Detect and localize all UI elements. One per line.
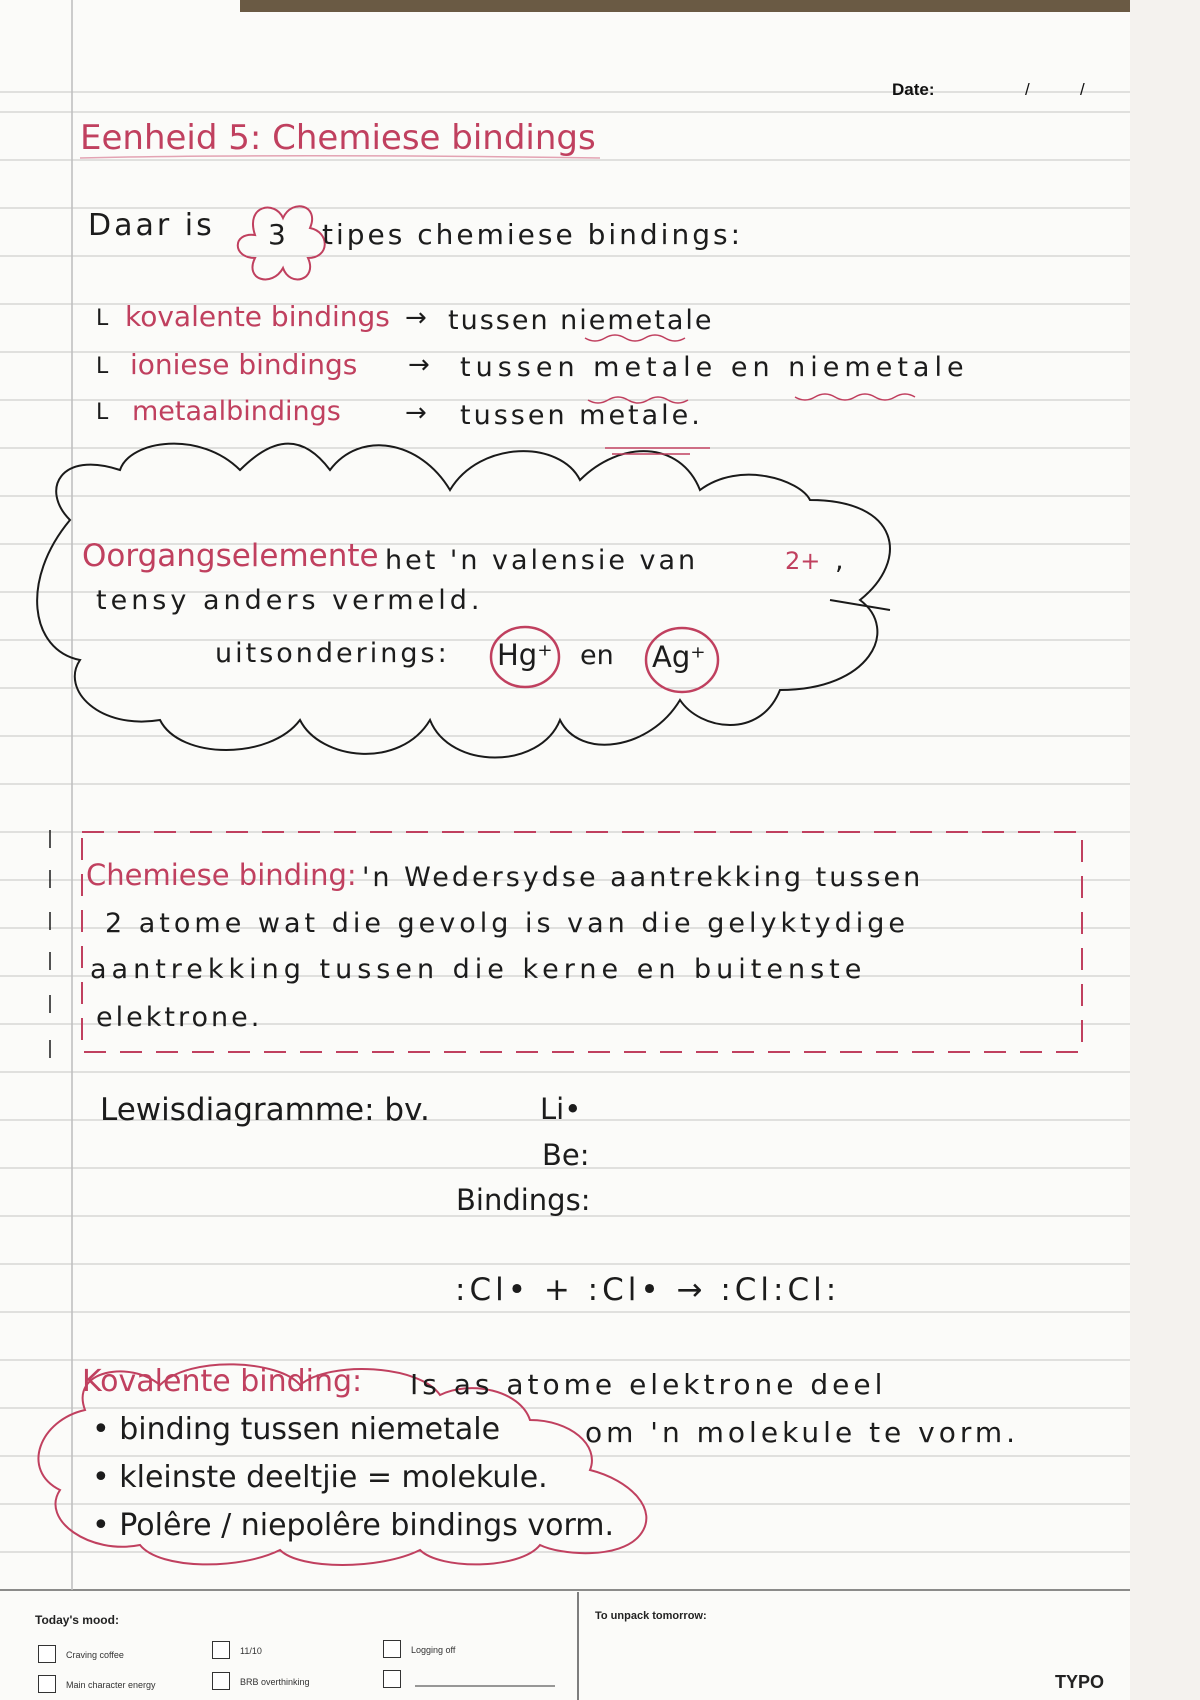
bond-name-ionic: ioniese bindings <box>130 348 358 381</box>
bond-desc: tussen metale en niemetale <box>460 352 969 383</box>
date-separator: / <box>1025 80 1030 99</box>
mood-checkbox-brb-overthinking[interactable] <box>212 1672 230 1690</box>
mood-custom-blank: __________ <box>413 1675 464 1685</box>
definition-line1: 'n Wedersydse aantrekking tussen <box>362 862 924 893</box>
unpack-label: To unpack tomorrow: <box>595 1610 707 1622</box>
bond-desc: tussen metale. <box>460 400 703 431</box>
covalent-bullet-text: binding tussen niemetale <box>119 1412 501 1447</box>
definition-term: Chemiese binding: <box>86 858 357 892</box>
lewis-example-be: Be: <box>542 1138 590 1172</box>
definition-line4: elektrone. <box>96 1002 263 1033</box>
definition-line3: aantrekking tussen die kerne en buitenste <box>90 954 867 985</box>
note-ion-ag: Ag⁺ <box>652 640 706 674</box>
covalent-bullet: • binding tussen niemetale <box>92 1412 501 1447</box>
mood-option-label: Main character energy <box>66 1680 156 1690</box>
note-comma: , <box>835 545 844 576</box>
covalent-bullet: • kleinste deeltjie = molekule. <box>92 1460 548 1495</box>
lewis-bindings-label: Bindings: <box>456 1183 591 1217</box>
bond-arrow: → <box>405 398 427 428</box>
covalent-bullet-text: kleinste deeltjie = molekule. <box>119 1460 548 1495</box>
mood-checkbox-main-character[interactable] <box>38 1675 56 1693</box>
bond-prefix: L <box>96 400 109 425</box>
date-label: Date: <box>892 80 935 99</box>
intro-before: Daar is <box>88 208 215 243</box>
note-and: en <box>580 640 614 671</box>
covalent-term: Kovalente binding: <box>82 1364 363 1399</box>
page-title: Eenheid 5: Chemiese bindings <box>80 118 596 158</box>
mood-checkbox-11-10[interactable] <box>212 1641 230 1659</box>
covalent-text: Is as atome elektrone deel <box>410 1368 887 1401</box>
bond-name-covalent: kovalente bindings <box>125 300 390 333</box>
note-ion-hg: Hg⁺ <box>497 638 553 672</box>
intro-after: tipes chemiese bindings: <box>322 218 744 251</box>
note-line1: het 'n valensie van <box>385 545 699 576</box>
definition-line2: 2 atome wat die gevolg is van die gelyktydige <box>105 908 910 939</box>
mood-label: Today's mood: <box>35 1613 119 1627</box>
mood-option-label: 11/10 <box>240 1646 262 1656</box>
covalent-bullet: • Polêre / niepolêre bindings vorm. <box>92 1508 615 1543</box>
bond-desc: tussen niemetale <box>448 305 714 336</box>
note-line2: tensy anders vermeld. <box>96 585 484 616</box>
mood-option-label: Craving coffee <box>66 1650 124 1660</box>
bond-prefix: L <box>96 354 109 379</box>
bond-arrow: → <box>405 303 427 333</box>
mood-checkbox-logging-off[interactable] <box>383 1640 401 1658</box>
intro-number: 3 <box>268 218 286 251</box>
note-term: Oorgangselemente <box>82 538 379 574</box>
lewis-example-li: Li• <box>540 1092 582 1126</box>
bond-arrow: → <box>408 350 430 380</box>
covalent-text2: om 'n molekule te vorm. <box>585 1416 1020 1449</box>
bond-name-metallic: metaalbindings <box>132 396 341 427</box>
mood-checkbox-craving-coffee[interactable] <box>38 1645 56 1663</box>
note-charge: 2+ <box>785 547 821 575</box>
note-exceptions-label: uitsonderings: <box>215 638 450 669</box>
lewis-heading: Lewisdiagramme: bv. <box>100 1092 430 1128</box>
lewis-equation: :Cl• + :Cl• → :Cl:Cl: <box>455 1272 841 1308</box>
mood-option-label: BRB overthinking <box>240 1677 310 1687</box>
date-separator: / <box>1080 80 1085 99</box>
covalent-bullet-text: Polêre / niepolêre bindings vorm. <box>119 1508 615 1543</box>
page-edge <box>1130 0 1200 1700</box>
brand-logo: TYPO <box>1055 1672 1105 1692</box>
mood-checkbox-custom[interactable] <box>383 1670 401 1688</box>
bond-prefix: L <box>96 306 109 331</box>
mood-option-label: Logging off <box>411 1645 456 1655</box>
planner-footer <box>0 1592 1130 1700</box>
